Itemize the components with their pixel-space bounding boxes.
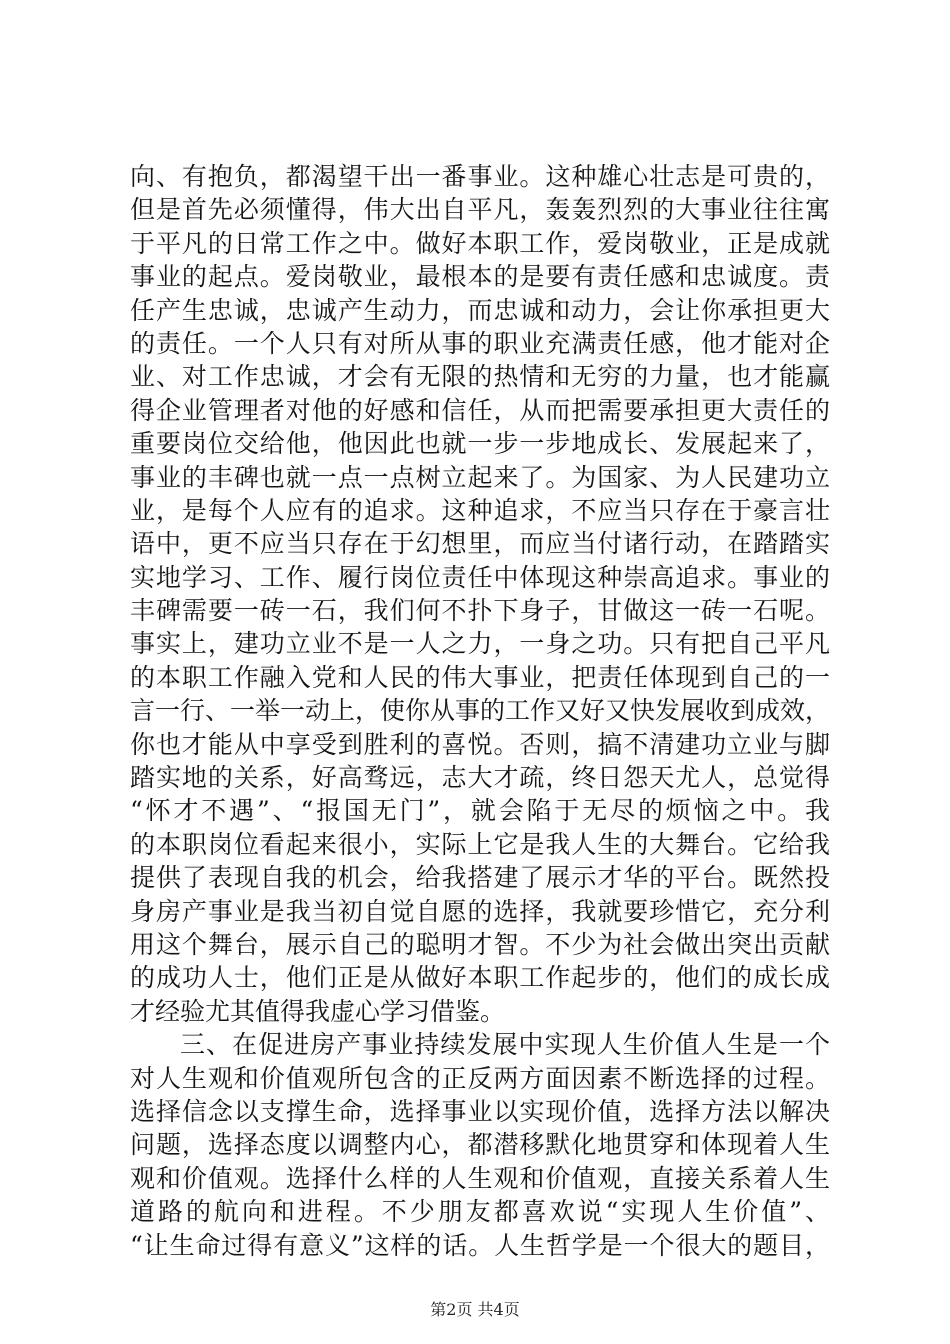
text-line: 于平凡的日常工作之中。做好本职工作，爱岗敬业，正是成就 xyxy=(130,228,830,258)
text-line: 身房产事业是我当初自觉自愿的选择，我就要珍惜它，充分利 xyxy=(130,896,830,926)
document-body xyxy=(130,160,830,1262)
page-footer: 第2页 共4页 xyxy=(430,1300,520,1319)
text-line: 业，是每个人应有的追求。这种追求，不应当只存在于豪言壮 xyxy=(130,495,830,525)
text-line: 事业的丰碑也就一点一点树立起来了。为国家、为人民建功立 xyxy=(130,462,830,492)
text-line: 事实上，建功立业不是一人之力，一身之功。只有把自己平凡 xyxy=(130,629,830,659)
text-line: 用这个舞台，展示自己的聪明才智。不少为社会做出突出贡献 xyxy=(130,929,830,959)
text-line: 事业的起点。爱岗敬业，最根本的是要有责任感和忠诚度。责 xyxy=(130,262,830,292)
text-line: 的责任。一个人只有对所从事的职业充满责任感，他才能对企 xyxy=(130,328,830,358)
text-line: 重要岗位交给他，他因此也就一步一步地成长、发展起来了， xyxy=(130,429,830,459)
text-line: 语中，更不应当只存在于幻想里，而应当付诸行动，在踏踏实 xyxy=(130,529,830,559)
text-line: 任产生忠诚，忠诚产生动力，而忠诚和动力，会让你承担更大 xyxy=(130,295,830,325)
text-line: 三、在促进房产事业持续发展中实现人生价值人生是一个 xyxy=(180,1030,830,1060)
text-line: 问题，选择态度以调整内心，都潜移默化地贯穿和体现着人生 xyxy=(130,1130,830,1160)
text-line: 业、对工作忠诚，才会有无限的热情和无穷的力量，也才能赢 xyxy=(130,362,830,392)
text-line: 提供了表现自我的机会，给我搭建了展示才华的平台。既然投 xyxy=(130,863,830,893)
text-line: “让生命过得有意义”这样的话。人生哲学是一个很大的题目， xyxy=(130,1230,830,1260)
text-line: 实地学习、工作、履行岗位责任中体现这种崇高追求。事业的 xyxy=(130,562,830,592)
text-line: 向、有抱负，都渴望干出一番事业。这种雄心壮志是可贵的， xyxy=(130,162,830,191)
text-line: 你也才能从中享受到胜利的喜悦。否则，搞不清建功立业与脚 xyxy=(130,729,830,759)
paragraph xyxy=(130,160,830,1028)
text-line: 言一行、一举一动上，使你从事的工作又好又快发展收到成效， xyxy=(130,696,831,726)
text-line: 的本职岗位看起来很小，实际上它是我人生的大舞台。它给我 xyxy=(130,829,830,859)
text-line: 的成功人士，他们正是从做好本职工作起步的，他们的成长成 xyxy=(130,963,830,993)
text-line: 但是首先必须懂得，伟大出自平凡，轰轰烈烈的大事业往往寓 xyxy=(130,195,830,225)
text-line: 的本职工作融入党和人民的伟大事业，把责任体现到自己的一 xyxy=(130,662,830,692)
text-line: “怀才不遇”、“报国无门”，就会陷于无尽的烦恼之中。我 xyxy=(130,796,830,826)
text-line: 观和价值观。选择什么样的人生观和价值观，直接关系着人生 xyxy=(130,1163,830,1193)
text-line: 踏实地的关系，好高骛远，志大才疏，终日怨天尤人，总觉得 xyxy=(130,763,830,793)
text-line: 选择信念以支撑生命，选择事业以实现价值，选择方法以解决 xyxy=(130,1096,830,1126)
text-line: 丰碑需要一砖一石，我们何不扑下身子，甘做这一砖一石呢。 xyxy=(130,596,830,626)
text-line: 得企业管理者对他的好感和信任，从而把需要承担更大责任的 xyxy=(130,395,830,425)
text-line: 对人生观和价值观所包含的正反两方面因素不断选择的过程。 xyxy=(130,1063,830,1093)
text-line: 才经验尤其值得我虚心学习借鉴。 xyxy=(130,996,506,1026)
text-line: 道路的航向和进程。不少朋友都喜欢说“实现人生价值”、 xyxy=(130,1197,830,1227)
paragraph xyxy=(130,1028,830,1262)
